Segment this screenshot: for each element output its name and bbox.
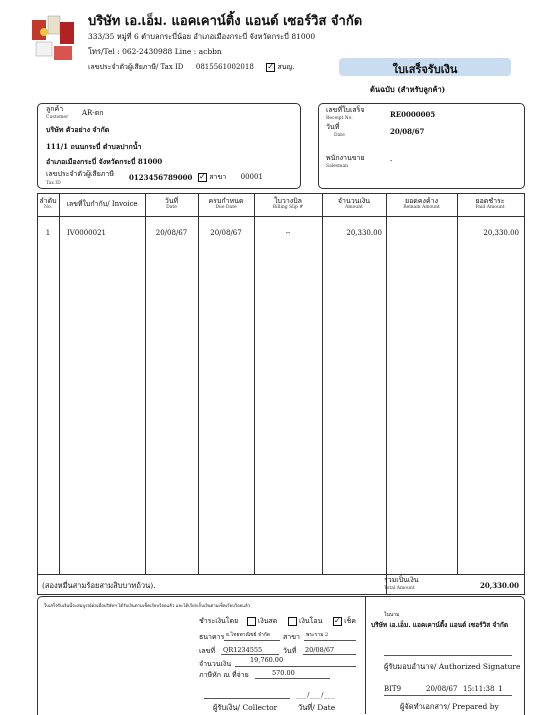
date-sig-label: วันที่/ Date: [298, 703, 336, 712]
row-no: 1: [45, 229, 51, 237]
row-date: 20/08/67: [155, 229, 188, 237]
prepared-date: 20/08/67: [426, 685, 458, 693]
receipt-date: 20/08/67: [390, 127, 425, 136]
company-address: 333/35 หมู่ที่ 6 ตำบลกระบี่น้อย อำเภอเมืองกระบี่ จังหวัดกระบี่ 81000: [88, 32, 316, 41]
customer-tax-id: 0123456789000: [129, 173, 193, 182]
cheque-no: QR1234555: [223, 646, 263, 654]
receipt-no: RE0000005: [390, 110, 436, 119]
in-name-of: ในนาม: [384, 612, 400, 618]
col-amount-header: จำนวนเงิน Amount: [337, 197, 371, 210]
salesman-value: -: [390, 157, 393, 165]
col-due-header: ครบกำหนด Due Date: [208, 197, 244, 210]
bank-label: ธนาคาร: [199, 633, 225, 641]
total-amount: 20,330.00: [480, 581, 519, 590]
customer-tax-label: เลขประจำตัวผู้เสียภาษี Tax ID: [46, 170, 114, 186]
doc-subtitle: ต้นฉบับ (สำหรับลูกค้า): [370, 85, 446, 94]
company-logo: [30, 12, 78, 64]
hq-checkbox: [266, 63, 275, 72]
customer-addr2: อำเภอเมืองกระบี่ จังหวัดกระบี่ 81000: [46, 157, 163, 166]
customer-label: ลูกค้า Customer: [46, 105, 69, 120]
branch-checkbox: [198, 173, 207, 182]
authorized-signature: ผู้รับมอบอำนาจ/ Authorized Signature: [384, 662, 521, 671]
date-blank: ___/___/___: [296, 691, 336, 699]
customer-name: บริษัท ตัวอย่าง จำกัด: [46, 125, 110, 134]
row-due: 20/08/67: [210, 229, 242, 237]
customer-code: AR-ตก: [82, 109, 104, 117]
company-tax-label: เลขประจำตัวผู้เสียภาษี/ Tax ID: [88, 63, 184, 71]
hq-label: สนญ.: [277, 63, 295, 71]
company-tax-id: 0815561002018: [195, 63, 254, 71]
customer-branch: 00001: [240, 173, 263, 181]
salesman-label: พนักงานขาย Salesman: [326, 154, 365, 169]
company-phone: โทร/Tel : 062-2430988 Line : acbbn: [88, 47, 222, 56]
bank-branch: พระราม 2: [306, 632, 329, 638]
collector-label: ผู้รับเงิน/ Collector: [213, 703, 278, 712]
col-remain-header: ยอดคงค้าง Remain Amount: [403, 197, 440, 210]
cheque-date-label: วันที่: [283, 647, 297, 655]
col-paid-header: ยอดชำระ Paid Amount: [475, 197, 505, 210]
prepared-time: 15:11:38: [463, 685, 495, 693]
doc-title: ใบเสร็จรับเงิน: [392, 63, 458, 76]
company-tax-row: [88, 62, 295, 73]
wht-label: ภาษีหัก ณ ที่จ่าย: [199, 671, 249, 679]
cheque-amount: 19,760.00: [250, 656, 284, 664]
signature-company: บริษัท เอ.เอ็ม. แอคเคาน์ติ้ง แอนด์ เซอร์วิส จำกัด: [371, 621, 509, 629]
cheque-checkbox: [333, 617, 342, 626]
receipt-date-label: วันที่ Date: [326, 123, 345, 138]
customer-branch-row: ✓ สาขา 00001: [198, 172, 263, 183]
receipt-no-label: เลขที่ใบเสร็จ Receipt No.: [326, 106, 365, 121]
row-amount: 20,330.00: [346, 229, 382, 237]
cheque-date: 20/08/67: [305, 646, 335, 654]
doc-title-banner: [339, 58, 511, 76]
bank-value: ธ.ไทยพาณิชย์ จำกัด: [226, 632, 271, 638]
payment-note: ใบเสร็จรับเงินนี้จะสมบูรณ์ต่อเมื่อบริษัทฯ ได้รับเงินตามเช็คเรียบร้อยแล้ว และได้เรียกเก็บเงินตามเช็คเรียบร้อยแล้ว: [44, 604, 251, 609]
transfer-checkbox: [288, 617, 297, 626]
col-invoice-header: เลขที่ใบกำกับ/ Invoice: [66, 200, 138, 208]
amount-in-words: (สองหมื่นสามร้อยสามสิบบาทถ้วน).: [42, 581, 156, 590]
col-no-header: ลำดับ No.: [39, 197, 57, 210]
items-table: [37, 193, 525, 595]
prepared-by-label: ผู้จัดทำเอกสาร/ Prepared by: [400, 702, 499, 711]
wht-amount: 570.00: [272, 669, 295, 677]
payment-method-row: ชำระเงินโดย เงินสด เงินโอน ✓ เช็ค: [199, 616, 356, 627]
row-paid: 20,330.00: [483, 229, 519, 237]
customer-addr1: 111/1 ถนนกระบี่ ตำบลปากน้ำ: [46, 142, 142, 151]
company-name: บริษัท เอ.เอ็ม. แอคเคาน์ติ้ง แอนด์ เซอร์วิส จำกัด: [88, 14, 363, 29]
cheque-amount-label: จำนวนเงิน: [199, 660, 232, 668]
cheque-no-label: เลขที่: [199, 647, 216, 655]
row-invoice: IV0000021: [67, 229, 106, 237]
bank-branch-label: สาขา: [283, 633, 300, 641]
cash-checkbox: [247, 617, 256, 626]
total-label: รวมเป็นเงิน Total Amount: [384, 576, 419, 591]
row-slip: --: [285, 229, 291, 237]
page-number: 1: [498, 684, 503, 693]
col-date-header: วันที่ Date: [164, 197, 179, 210]
col-slip-header: ใบวางบิล Billing Slip #: [272, 197, 304, 210]
prepared-user: BIT9: [384, 685, 402, 693]
